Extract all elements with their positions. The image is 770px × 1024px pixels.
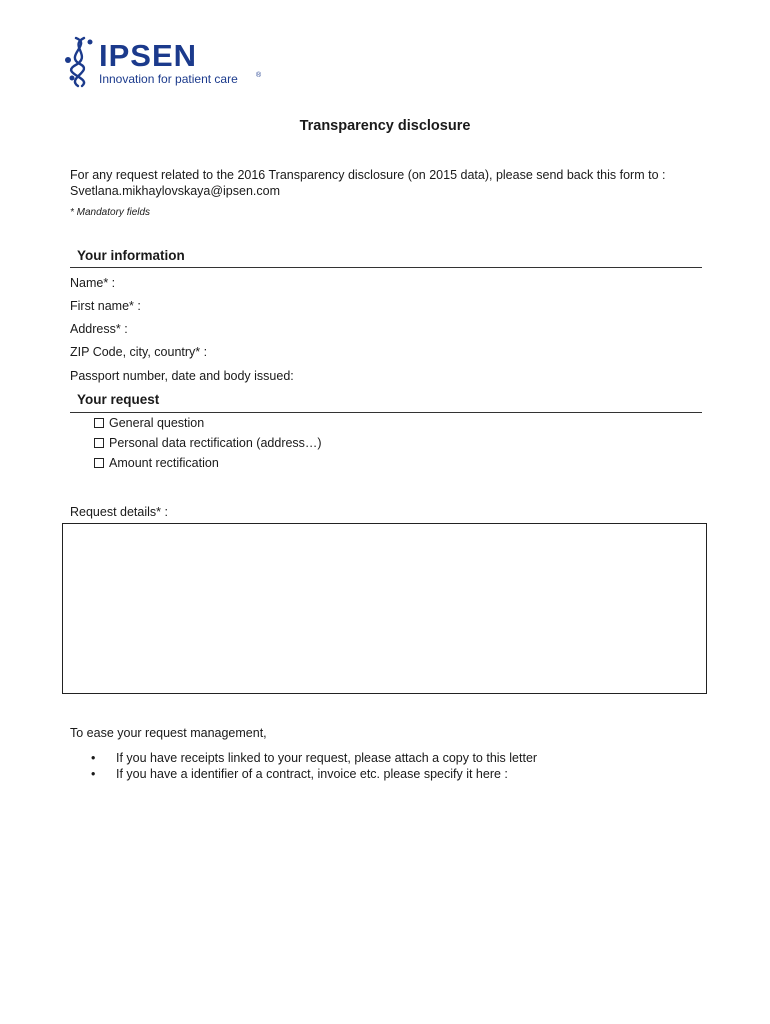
ease-note: To ease your request management, [70, 726, 267, 740]
section-heading-your-information: Your information [77, 248, 185, 263]
list-item-text: If you have a identifier of a contract, invoice etc. please specify it here : [116, 767, 508, 781]
checkbox[interactable] [94, 458, 104, 468]
bullet-icon: • [91, 751, 96, 765]
intro-text [70, 167, 710, 199]
intro-line: For any request related to the 2016 Transparency disclosure (on 2015 data), please send back this form to : [70, 168, 666, 182]
checkbox[interactable] [94, 418, 104, 428]
field-name[interactable]: Name* : [70, 276, 116, 290]
section-divider [70, 412, 702, 413]
option-personal-data-rectification[interactable] [94, 436, 322, 450]
mandatory-note: * Mandatory fields [70, 207, 151, 218]
checkbox[interactable] [94, 438, 104, 448]
field-address[interactable]: Address* : [70, 322, 128, 336]
field-zip-city-country[interactable]: ZIP Code, city, country* : [70, 345, 208, 359]
field-first-name[interactable]: First name* : [70, 299, 141, 313]
request-details-box[interactable] [62, 523, 707, 694]
option-label: Amount rectification [109, 456, 219, 470]
option-general-question[interactable] [94, 416, 204, 430]
list-item-text: If you have receipts linked to your request, please attach a copy to this letter [116, 751, 538, 765]
section-heading-your-request: Your request [77, 392, 160, 407]
option-label: General question [109, 416, 205, 430]
field-passport[interactable]: Passport number, date and body issued: [70, 369, 294, 383]
option-amount-rectification[interactable] [94, 456, 219, 470]
option-label: Personal data rectification (address…) [109, 436, 322, 450]
logo-registered-mark: ® [256, 72, 262, 79]
bullet-icon: • [91, 767, 96, 781]
list-item [91, 767, 508, 781]
ipsen-logo-mark [62, 34, 272, 90]
list-item [91, 751, 537, 765]
logo-brand-text: IPSEN [99, 38, 198, 73]
request-details-label: Request details* : [70, 505, 168, 519]
ipsen-logo [62, 34, 272, 90]
contact-email: Svetlana.mikhaylovskaya@ipsen.com [70, 184, 281, 198]
page-title: Transparency disclosure [299, 118, 471, 134]
section-divider [70, 267, 702, 268]
logo-tagline: Innovation for patient care [99, 72, 238, 86]
